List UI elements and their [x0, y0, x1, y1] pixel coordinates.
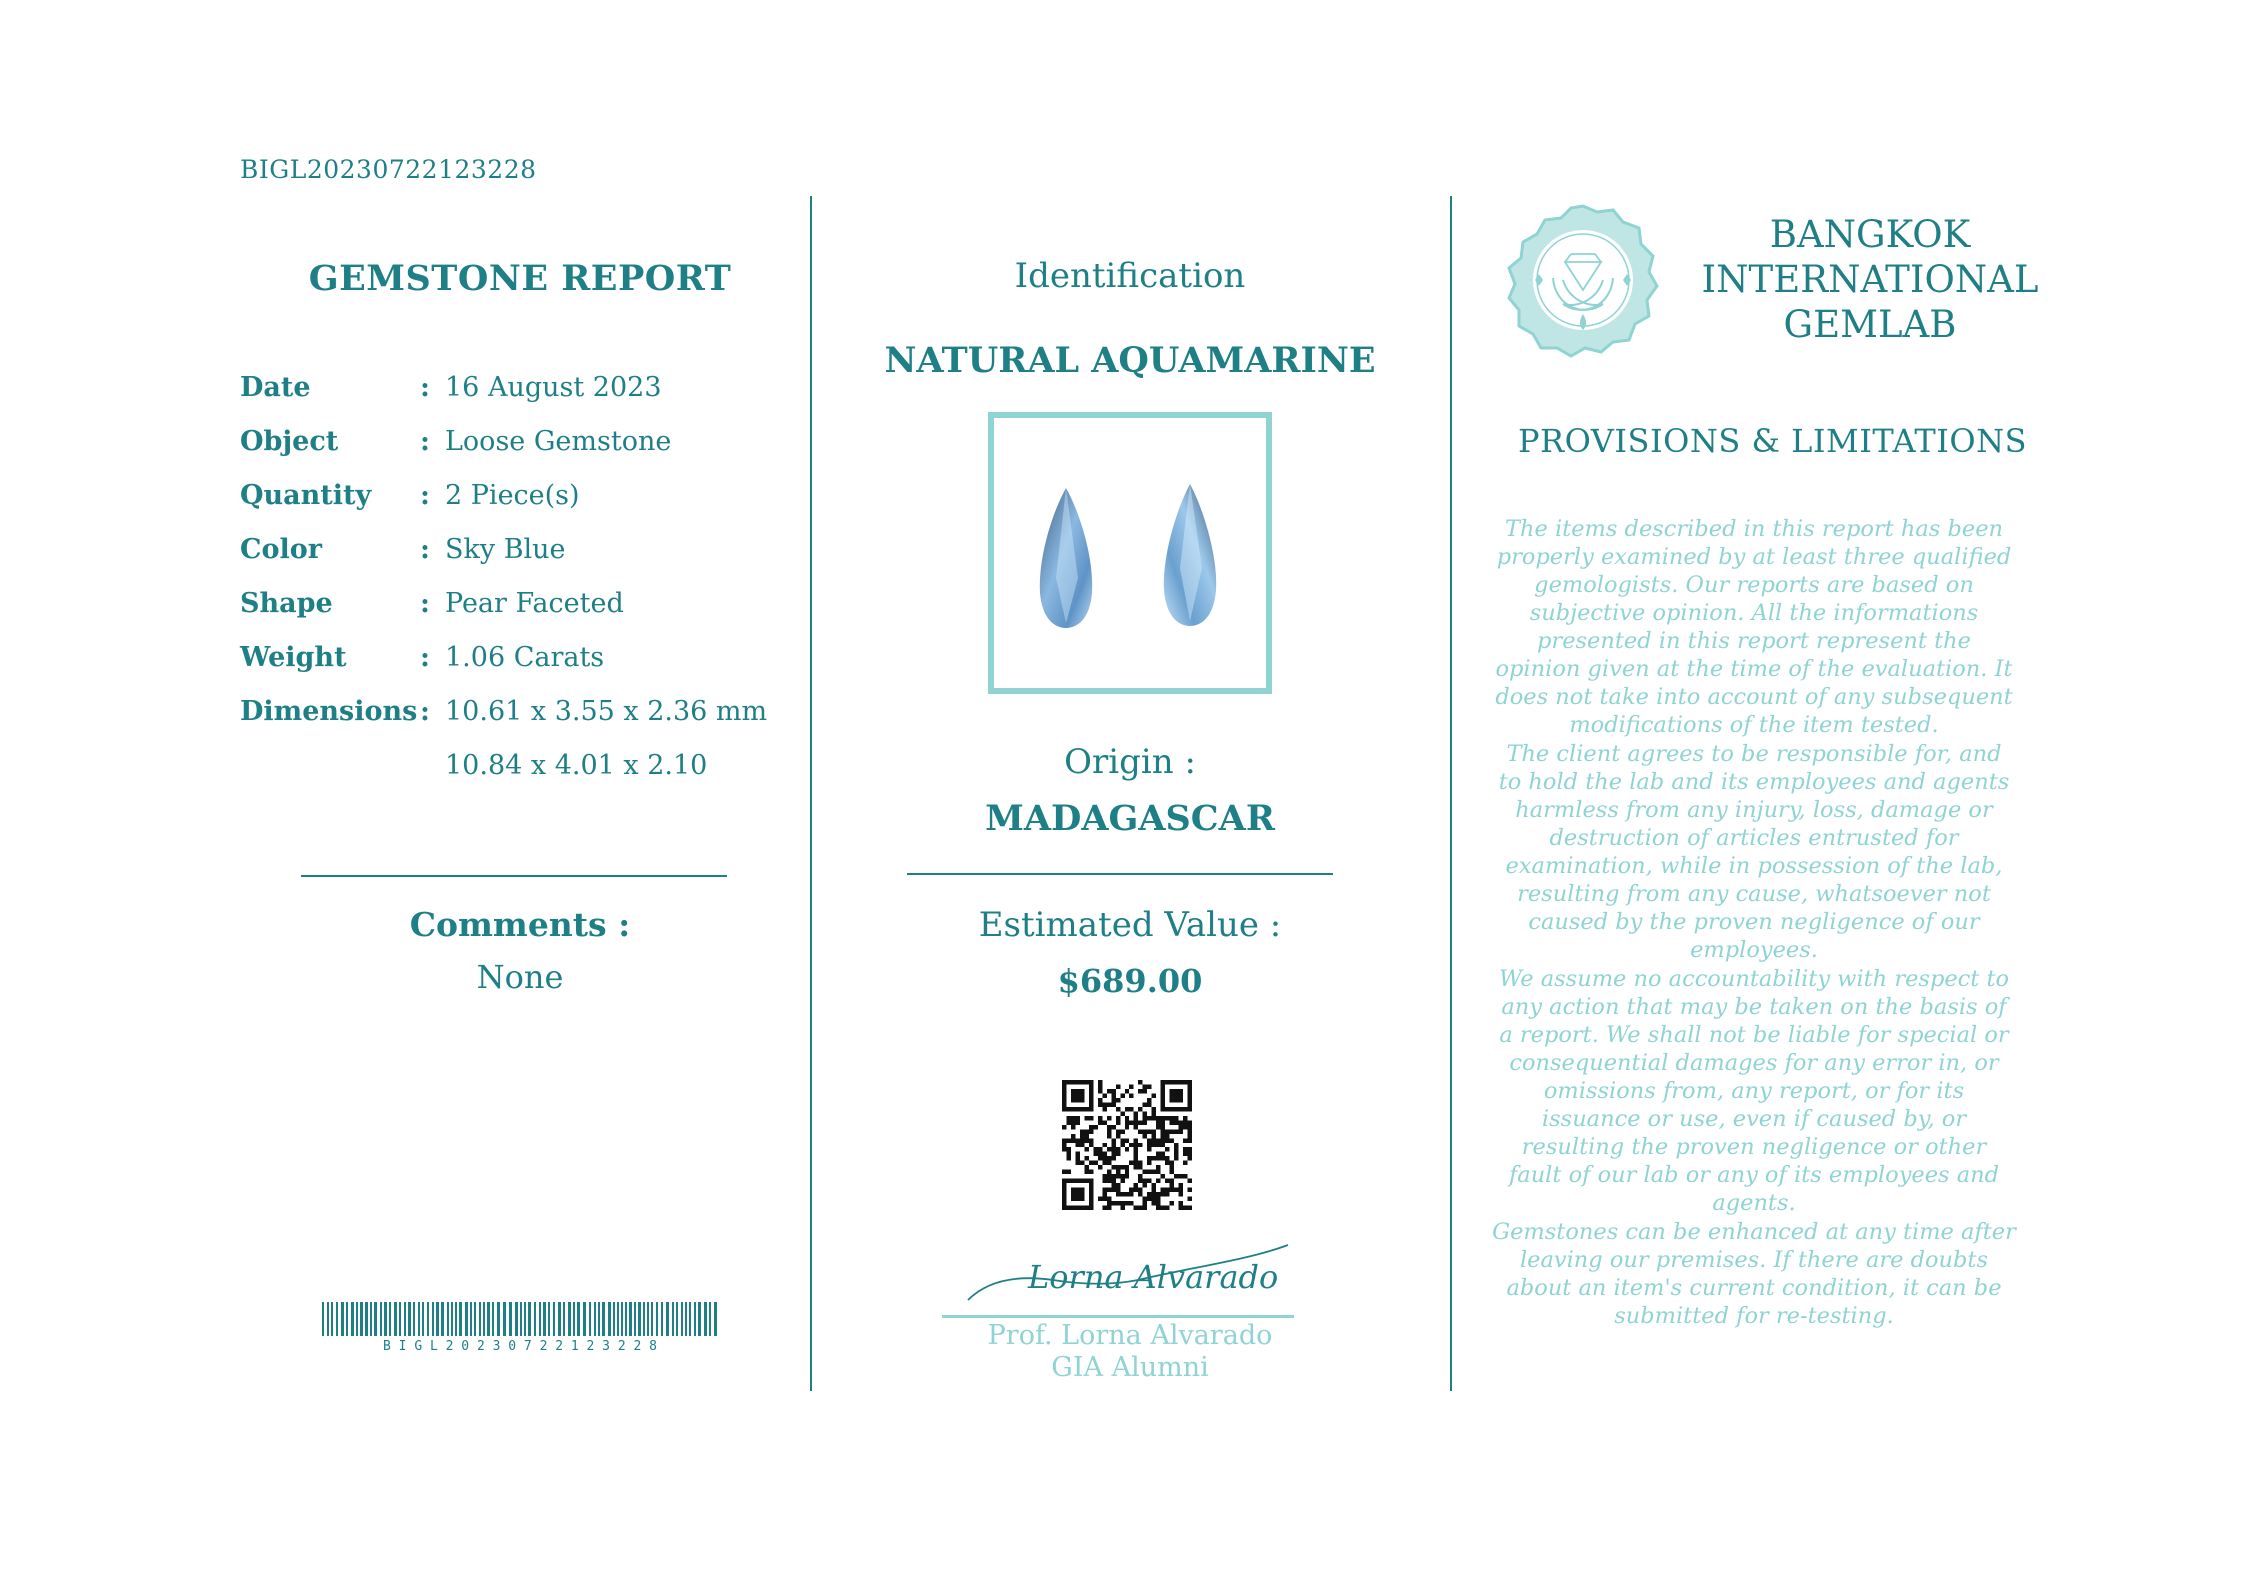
signature-line [942, 1315, 1294, 1318]
gem-name: NATURAL AQUAMARINE [884, 340, 1376, 381]
signature-text: Lorna Alvarado [1028, 1258, 1279, 1296]
report-id: BIGL20230722123228 [240, 155, 537, 184]
qr-code [1062, 1080, 1192, 1210]
field-colon: : [420, 642, 430, 673]
provisions-paragraph: The client agrees to be responsible for, and to hold the lab and its employees and agents harmless from any injury, loss, damage or destruction of articles entrusted for examination, while in possession of the lab, resulting from any cause, whatsoever not caused by the proven negligence of our employees. [1498, 741, 2010, 963]
field-colon: : [420, 372, 430, 403]
report-title: GEMSTONE REPORT [308, 258, 732, 299]
signer-name: Prof. Lorna Alvarado [987, 1320, 1273, 1351]
field-value-shape: Pear Faceted [445, 588, 624, 619]
lab-name-line-3: GEMLAB [1783, 303, 1957, 346]
field-colon: : [420, 426, 430, 457]
barcode-text: B I G L 2 0 2 3 0 7 2 2 1 2 3 2 2 8 [383, 1339, 657, 1352]
field-label-object: Object [240, 426, 339, 457]
field-value-color: Sky Blue [445, 534, 566, 565]
comments-label: Comments : [409, 905, 631, 944]
field-value-date: 16 August 2023 [445, 372, 662, 403]
signer-title: GIA Alumni [1051, 1352, 1209, 1383]
lab-name [1700, 212, 2040, 347]
provisions-paragraph: Gemstones can be enhanced at any time after leaving our premises. If there are doubts about an item's current condition, it can be submitted for re-testing. [1492, 1219, 2016, 1329]
lab-name-line-2: INTERNATIONAL [1701, 258, 2039, 301]
field-label-date: Date [240, 372, 311, 403]
field-label-shape: Shape [240, 588, 333, 619]
column-divider-right [1450, 196, 1452, 1391]
provisions-title: PROVISIONS & LIMITATIONS [1518, 422, 2027, 460]
field-label-quantity: Quantity [240, 480, 372, 511]
provisions-paragraph: We assume no accountability with respect to any action that may be taken on the basis of a report. We shall not be liable for special or consequential damages for any error in, or omissions from, any report, or for its issuance or use, even if caused by, or resulting the proven negligence or other fault of our lab or any of its employees and agents. [1498, 966, 2010, 1216]
signature-image [958, 1240, 1298, 1310]
field-value-quantity: 2 Piece(s) [445, 480, 580, 511]
identification-label: Identification [1014, 256, 1246, 296]
gemstone-image [994, 418, 1266, 688]
field-value-dimensions-2: 10.84 x 4.01 x 2.10 [445, 750, 708, 781]
barcode [322, 1302, 718, 1352]
field-colon: : [420, 696, 430, 727]
field-label-dimensions: Dimensions [240, 696, 418, 727]
field-value-weight: 1.06 Carats [445, 642, 605, 673]
field-value-object: Loose Gemstone [445, 426, 672, 457]
field-colon: : [420, 480, 430, 511]
divider-line [301, 875, 727, 877]
field-colon: : [420, 534, 430, 565]
gem-photo [988, 412, 1272, 694]
field-colon: : [420, 588, 430, 619]
lab-seal-logo [1505, 202, 1661, 358]
estimated-value-label: Estimated Value : [978, 905, 1282, 945]
estimated-value-amount: $689.00 [1057, 962, 1203, 1000]
comments-value: None [476, 958, 564, 996]
field-value-dimensions: 10.61 x 3.55 x 2.36 mm [445, 696, 768, 727]
origin-label: Origin : [1064, 742, 1196, 782]
divider-line [907, 873, 1333, 875]
lab-name-line-1: BANGKOK [1769, 213, 1971, 256]
field-label-color: Color [240, 534, 322, 565]
origin-value: MADAGASCAR [985, 798, 1275, 839]
field-label-weight: Weight [240, 642, 347, 673]
provisions-paragraph: The items described in this report has been properly examined by at least three qualified gemologists. Our reports are based on subjective opinion. All the informations presented in this report represent the opinion given at the time of the evaluation. It does not take into account of any subsequent modifications of the item tested. [1495, 516, 2013, 738]
